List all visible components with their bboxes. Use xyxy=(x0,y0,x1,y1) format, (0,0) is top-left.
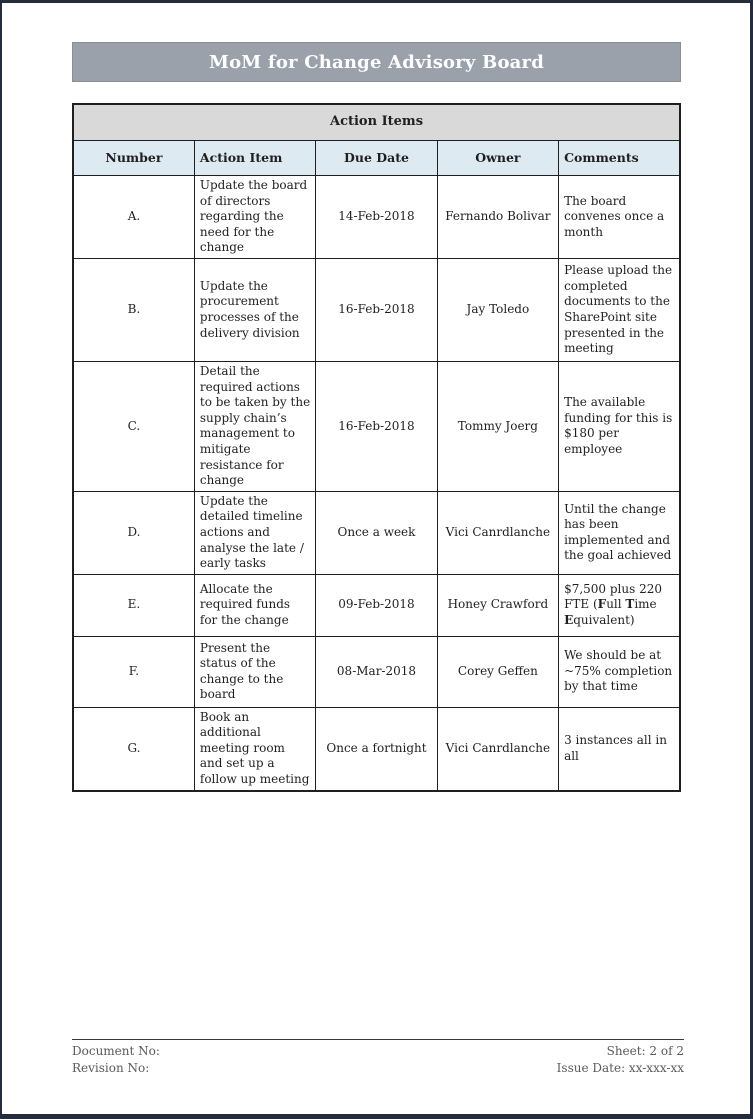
table-section-header xyxy=(73,104,680,141)
cell-comments: Please upload the completed documents to the SharePoint site presented in the meeting xyxy=(559,258,680,361)
cell-comments: 3 instances all in all xyxy=(559,707,680,790)
cell-number: G. xyxy=(73,707,194,790)
sheet-label: Sheet: 2 of 2 xyxy=(606,1044,684,1058)
cell-action-item: Allocate the required funds for the change xyxy=(194,574,315,636)
cell-action-item: Update the board of directors regarding the need for the change xyxy=(194,176,315,259)
revision-no-label: Revision No: xyxy=(72,1060,150,1075)
column-header-comments: Comments xyxy=(559,141,680,176)
page-footer xyxy=(72,1039,684,1077)
action-items-table xyxy=(72,103,681,792)
issue-date-label: Issue Date: xx-xxx-xx xyxy=(556,1060,684,1075)
cell-due-date: 14-Feb-2018 xyxy=(316,176,437,259)
column-header-owner: Owner xyxy=(437,141,558,176)
table-row xyxy=(73,707,680,790)
cell-due-date: 16-Feb-2018 xyxy=(316,258,437,361)
column-header-due-date: Due Date xyxy=(316,141,437,176)
cell-due-date: 09-Feb-2018 xyxy=(316,574,437,636)
table-row xyxy=(73,574,680,636)
cell-owner: Vici Canrdlanche xyxy=(437,491,558,574)
document-no-label: Document No: xyxy=(72,1044,160,1058)
cell-owner: Jay Toledo xyxy=(437,258,558,361)
footer-right xyxy=(557,1043,684,1077)
cell-comments: $7,500 plus 220 FTE (Full Time Equivalent) xyxy=(559,574,680,636)
cell-action-item: Present the status of the change to the board xyxy=(194,636,315,707)
cell-comments: The board convenes once a month xyxy=(559,176,680,259)
cell-due-date: 16-Feb-2018 xyxy=(316,361,437,491)
cell-owner: Honey Crawford xyxy=(437,574,558,636)
cell-due-date: Once a week xyxy=(316,491,437,574)
table-column-header-row xyxy=(73,141,680,176)
table-row xyxy=(73,361,680,491)
table-row xyxy=(73,176,680,259)
cell-due-date: Once a fortnight xyxy=(316,707,437,790)
table-row xyxy=(73,258,680,361)
cell-number: D. xyxy=(73,491,194,574)
table-row xyxy=(73,491,680,574)
cell-action-item: Update the procurement processes of the delivery division xyxy=(194,258,315,361)
cell-action-item: Detail the required actions to be taken by the supply chain’s management to mitigate resistance for change xyxy=(194,361,315,491)
cell-comments: The available funding for this is $180 per employee xyxy=(559,361,680,491)
cell-action-item: Book an additional meeting room and set up a follow up meeting xyxy=(194,707,315,790)
cell-number: E. xyxy=(73,574,194,636)
table-title: Action Items xyxy=(73,104,680,141)
cell-owner: Vici Canrdlanche xyxy=(437,707,558,790)
footer-left xyxy=(72,1043,160,1077)
cell-comments: We should be at ~75% completion by that time xyxy=(559,636,680,707)
cell-number: A. xyxy=(73,176,194,259)
column-header-action-item: Action Item xyxy=(194,141,315,176)
cell-owner: Tommy Joerg xyxy=(437,361,558,491)
page-title: MoM for Change Advisory Board xyxy=(208,51,545,73)
cell-number: F. xyxy=(73,636,194,707)
cell-comments: Until the change has been implemented and the goal achieved xyxy=(559,491,680,574)
cell-owner: Fernando Bolivar xyxy=(437,176,558,259)
cell-due-date: 08-Mar-2018 xyxy=(316,636,437,707)
column-header-number: Number xyxy=(73,141,194,176)
table-row xyxy=(73,636,680,707)
document-title-banner xyxy=(72,42,681,82)
cell-owner: Corey Geffen xyxy=(437,636,558,707)
cell-number: C. xyxy=(73,361,194,491)
cell-action-item: Update the detailed timeline actions and analyse the late / early tasks xyxy=(194,491,315,574)
cell-number: B. xyxy=(73,258,194,361)
